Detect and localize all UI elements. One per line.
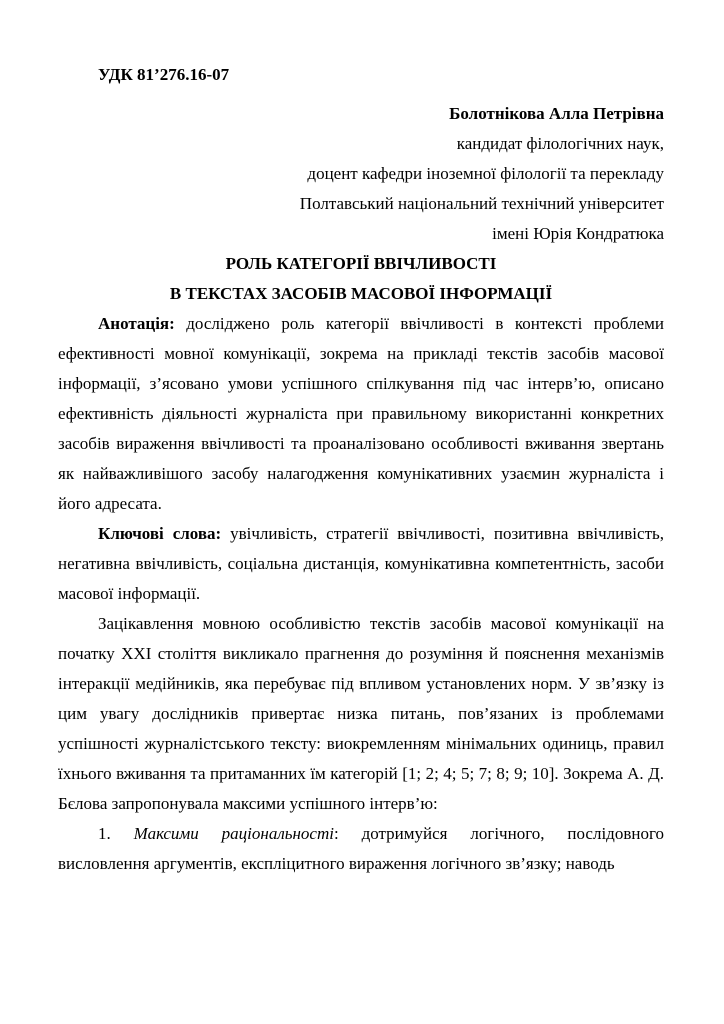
list-item-1 <box>58 819 664 879</box>
keywords-text: увічливість, стратегії ввічливості, позитивна ввічливість, негативна ввічливість, соціальна дистанція, комунікативна компетентність, засоби масової інформації. <box>58 524 665 603</box>
author-university-name: імені Юрія Кондратюка <box>492 224 664 243</box>
author-position: доцент кафедри іноземної філології та перекладу <box>307 164 664 183</box>
keywords-paragraph <box>58 519 664 609</box>
article-title <box>58 249 664 309</box>
list-item-1-text: : дотримуйся логічного, послідовного висловлення аргументів, експліцитного вираження логічного зв’язку; наводь <box>58 824 665 873</box>
list-item-1-term: Максими раціональності <box>133 824 334 843</box>
author-university: Полтавський національний технічний університет <box>299 194 664 213</box>
author-name: Болотнікова Алла Петрівна <box>449 104 664 123</box>
abstract-paragraph <box>58 309 664 519</box>
body-paragraph-1 <box>58 609 664 819</box>
author-degree: кандидат філологічних наук, <box>456 134 664 153</box>
article-title-line-1: РОЛЬ КАТЕГОРІЇ ВВІЧЛИВОСТІ <box>225 254 497 273</box>
body-paragraph-1-text: Зацікавлення мовною особливістю текстів засобів масової комунікації на початку ХХІ століття викликало прагнення до розуміння й пояснення механізмів інтеракції медійників, яка перебуває під впливом установлених норм. У зв’язку із цим увагу дослідників привертає низка питань, пов’язаних із проблемами успішності журналістського тексту: виокремленням мінімальних одиниць, правил їхнього вживання та притаманних їм категорій [1; 2; 4; 5; 7; 8; 9; 10]. Зокрема А. Д. Бєлова запропонувала максими успішного інтерв’ю: <box>58 614 664 813</box>
abstract-label: Анотація: <box>98 314 175 333</box>
article-title-line-2: В ТЕКСТАХ ЗАСОБІВ МАСОВОЇ ІНФОРМАЦІЇ <box>169 284 553 303</box>
abstract-text: досліджено роль категорії ввічливості в контексті проблеми ефективності мовної комунікації, зокрема на прикладі текстів засобів масової інформації, з’ясовано умови успішного спілкування під час інтерв’ю, описано ефективність діяльності журналіста при правильному використанні конкретних засобів вираження ввічливості та проаналізовано особливості вживання звертань як найважливішого засобу налагодження комунікативних узаємин журналіста і його адресата. <box>58 314 665 513</box>
keywords-label: Ключові слова: <box>98 524 222 543</box>
author-block <box>58 99 664 249</box>
list-item-1-number: 1. <box>98 824 111 843</box>
udc-code: УДК 81’276.16-07 <box>98 65 230 84</box>
